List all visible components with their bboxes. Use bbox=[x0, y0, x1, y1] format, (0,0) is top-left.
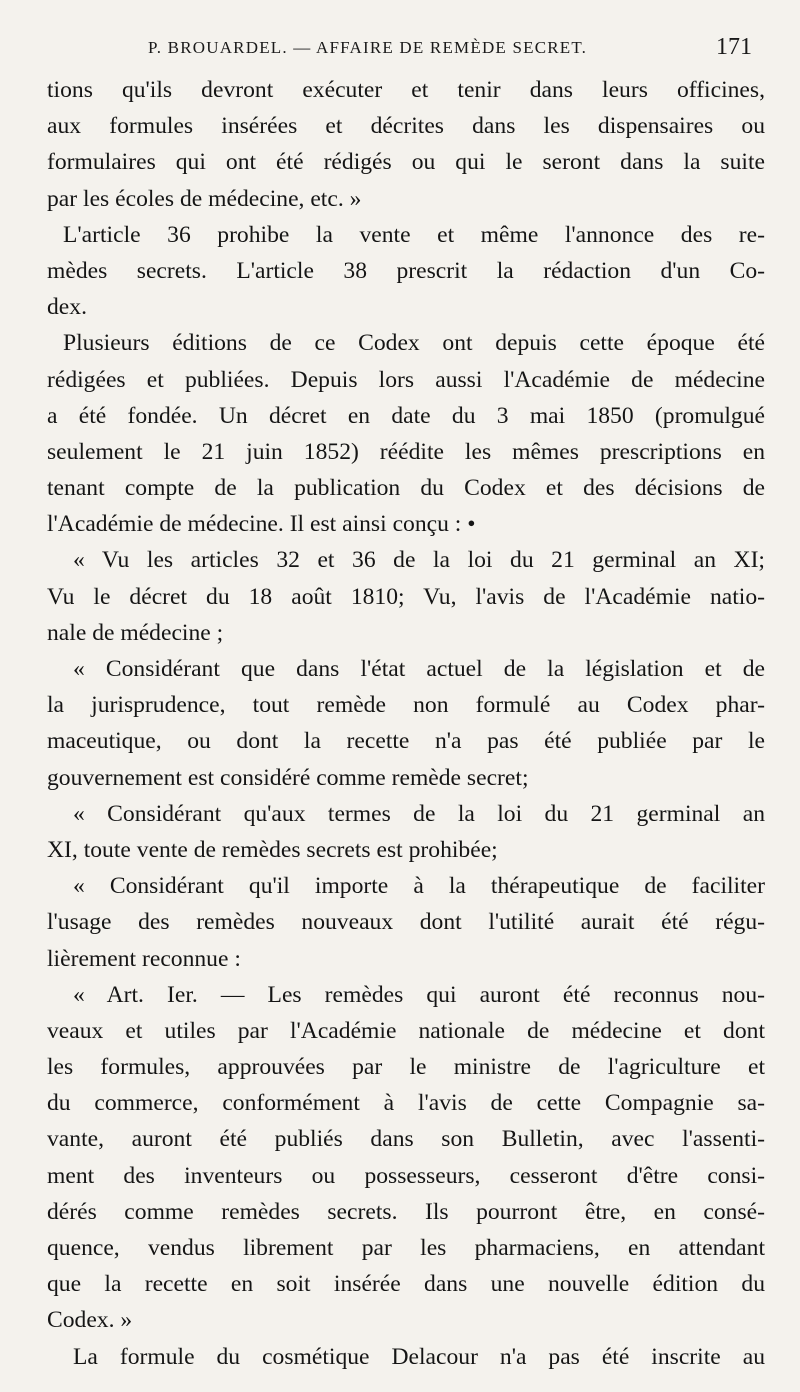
text-line: gouvernement est considéré comme remède secret; bbox=[47, 764, 529, 791]
text-line: quence, vendus librement par les pharmaciens, en attendant bbox=[47, 1235, 765, 1261]
running-head: P. BROUARDEL. — AFFAIRE DE REMÈDE SECRET. bbox=[148, 38, 588, 57]
text-line: rédigées et publiées. Depuis lors aussi l'Académie de médecine bbox=[47, 366, 765, 393]
text-line: « Vu les articles 32 et 36 de la loi du 21 germinal an XI; bbox=[73, 547, 765, 574]
text-line: du commerce, conformément à l'avis de cette Compagnie sa- bbox=[47, 1090, 765, 1117]
text-line: seulement le 21 juin 1852) réédite les mêmes prescriptions en bbox=[47, 438, 765, 465]
text-line: vante, auront été publiés dans son Bulletin, avec l'assenti- bbox=[47, 1126, 765, 1153]
text-line: La formule du cosmétique Delacour n'a pas été inscrite au bbox=[73, 1343, 765, 1370]
body-text bbox=[47, 72, 765, 1375]
text-line: « Considérant qu'il importe à la thérapeutique de faciliter bbox=[73, 873, 765, 900]
text-line: tenant compte de la publication du Codex et des décisions de bbox=[47, 475, 765, 502]
text-line: dérés comme remèdes secrets. Ils pourront être, en consé- bbox=[47, 1198, 765, 1225]
text-line: Plusieurs éditions de ce Codex ont depuis cette époque été bbox=[63, 330, 765, 357]
text-line: la jurisprudence, tout remède non formulé au Codex phar- bbox=[47, 692, 765, 719]
text-line: l'usage des remèdes nouveaux dont l'utilité aurait été régu- bbox=[47, 909, 765, 936]
text-line: veaux et utiles par l'Académie nationale de médecine et dont bbox=[47, 1017, 765, 1044]
text-line: Vu le décret du 18 août 1810; Vu, l'avis de l'Académie natio- bbox=[47, 583, 765, 610]
text-line: L'article 36 prohibe la vente et même l'annonce des re- bbox=[63, 221, 765, 248]
text-line: que la recette en soit insérée dans une nouvelle édition du bbox=[47, 1271, 765, 1298]
text-line: a été fondée. Un décret en date du 3 mai 1850 (promulgué bbox=[47, 402, 765, 429]
page-number: 171 bbox=[716, 34, 752, 60]
text-line: formulaires qui ont été rédigés ou qui le seront dans la suite bbox=[47, 149, 765, 176]
text-line: Codex. » bbox=[47, 1307, 133, 1334]
text-line: l'Académie de médecine. Il est ainsi conçu : • bbox=[47, 511, 476, 538]
text-line: les formules, approuvées par le ministre de l'agriculture et bbox=[47, 1054, 765, 1081]
text-line: « Art. Ier. — Les remèdes qui auront été reconnus nou- bbox=[73, 981, 765, 1008]
text-line: « Considérant qu'aux termes de la loi du 21 germinal an bbox=[73, 800, 765, 827]
text-line: aux formules insérées et décrites dans les dispensaires ou bbox=[47, 113, 765, 140]
page-header bbox=[0, 36, 800, 66]
text-line: lièrement reconnue : bbox=[47, 945, 241, 972]
text-line: par les écoles de médecine, etc. » bbox=[47, 185, 362, 212]
text-line: maceutique, ou dont la recette n'a pas été publiée par le bbox=[47, 728, 765, 755]
text-line: « Considérant que dans l'état actuel de la législation et de bbox=[73, 656, 765, 682]
text-line: XI, toute vente de remèdes secrets est prohibée; bbox=[47, 836, 498, 863]
text-line: mèdes secrets. L'article 38 prescrit la rédaction d'un Co- bbox=[47, 257, 765, 284]
text-line: ment des inventeurs ou possesseurs, cesseront d'être consi- bbox=[47, 1162, 765, 1189]
text-line: nale de médecine ; bbox=[47, 619, 224, 646]
text-line: tions qu'ils devront exécuter et tenir dans leurs officines, bbox=[47, 77, 765, 103]
text-line: dex. bbox=[47, 294, 87, 321]
